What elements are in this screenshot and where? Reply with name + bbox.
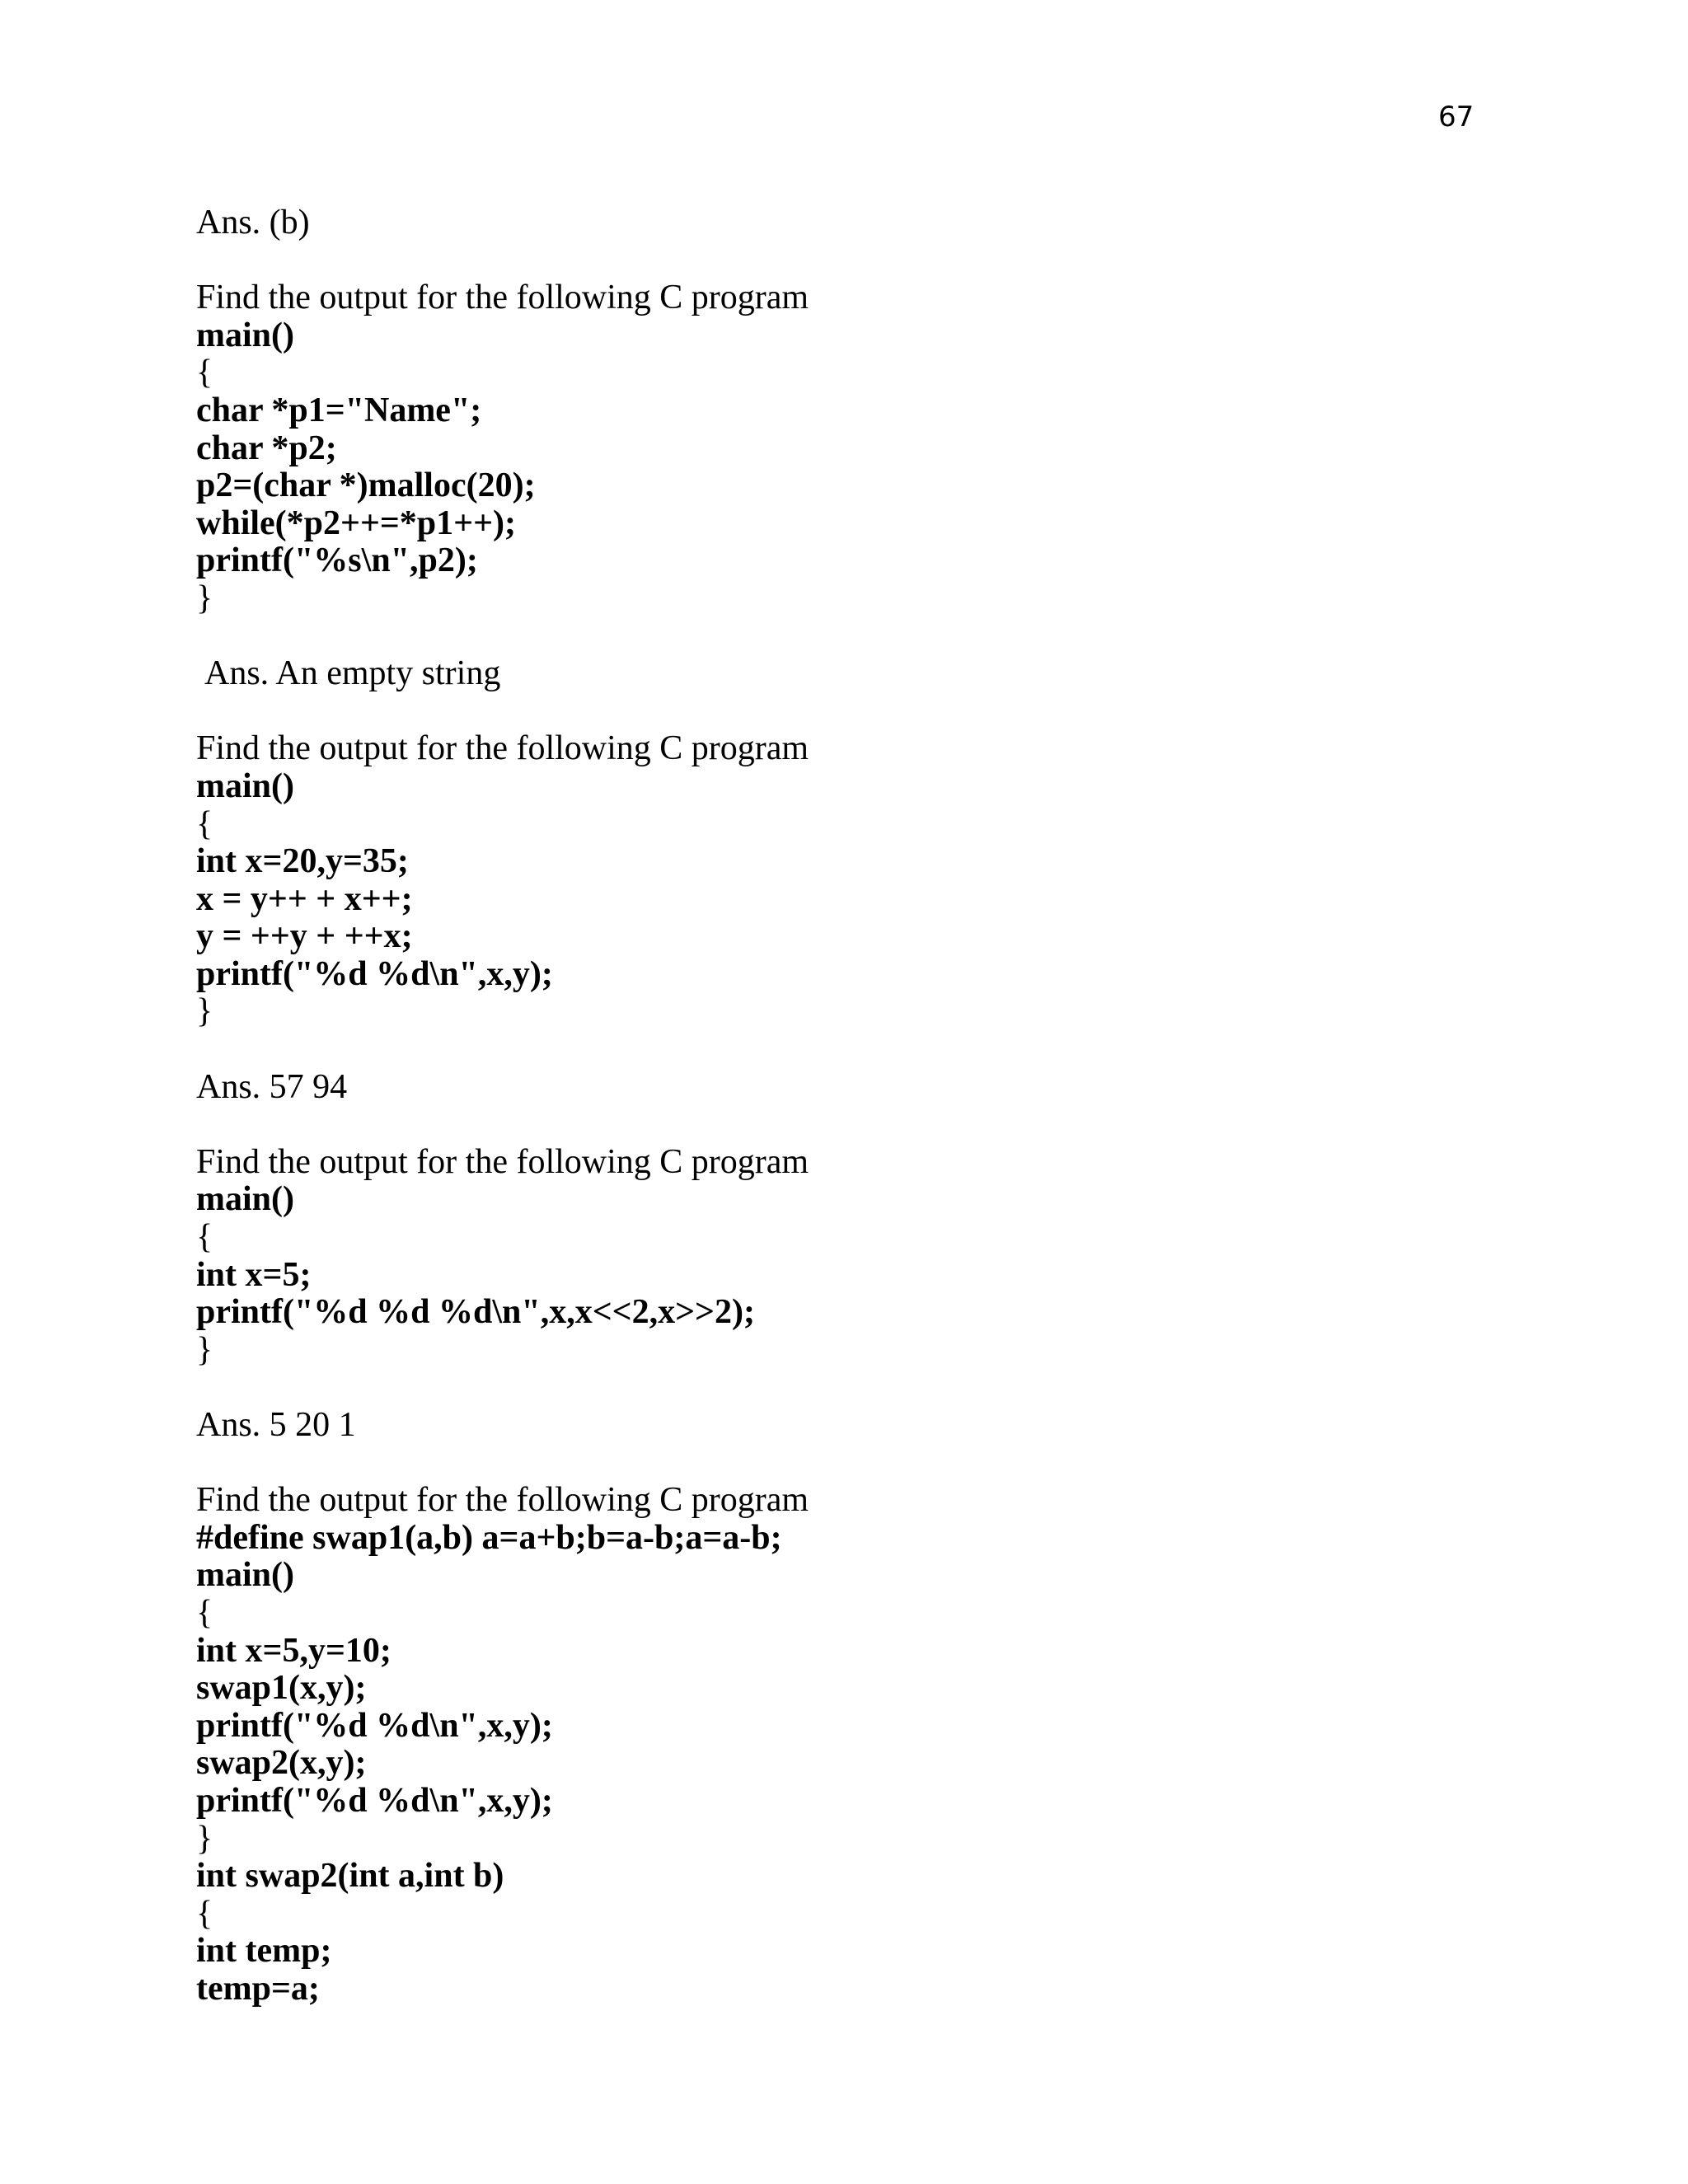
code-line: { bbox=[196, 1894, 213, 1933]
blank-line bbox=[196, 1031, 1597, 1069]
code-line: x = y++ + x++; bbox=[196, 879, 413, 918]
code-line: char *p2; bbox=[196, 429, 337, 467]
code-line: while(*p2++=*p1++); bbox=[196, 504, 517, 542]
code-line: } bbox=[196, 1330, 213, 1369]
code-line: { bbox=[196, 1593, 213, 1632]
code-line: printf("%d %d\n",x,y); bbox=[196, 954, 553, 993]
blank-line bbox=[196, 1369, 1597, 1407]
blank-line bbox=[196, 1445, 1597, 1483]
page-number: 67 bbox=[1438, 101, 1475, 134]
question-prompt: Find the output for the following C program bbox=[196, 1142, 809, 1181]
code-line: printf("%d %d %d\n",x,x<<2,x>>2); bbox=[196, 1293, 755, 1332]
question-prompt: Find the output for the following C program bbox=[196, 279, 809, 317]
code-line: } bbox=[196, 579, 213, 617]
code-line: swap1(x,y); bbox=[196, 1669, 367, 1708]
question-prompt: Find the output for the following C program bbox=[196, 729, 809, 768]
code-line: #define swap1(a,b) a=a+b;b=a-b;a=a-b; bbox=[196, 1518, 782, 1557]
code-line: int temp; bbox=[196, 1932, 332, 1971]
page-content bbox=[196, 204, 1597, 2008]
code-line: main() bbox=[196, 1180, 294, 1219]
code-line: { bbox=[196, 804, 213, 843]
code-line: main() bbox=[196, 766, 294, 805]
answer-text: Ans. 5 20 1 bbox=[196, 1406, 356, 1444]
code-line: printf("%d %d\n",x,y); bbox=[196, 1781, 553, 1820]
question-prompt: Find the output for the following C program bbox=[196, 1481, 809, 1520]
answer-text: Ans. 57 94 bbox=[196, 1067, 348, 1106]
code-line: y = ++y + ++x; bbox=[196, 917, 413, 956]
blank-line bbox=[196, 1106, 1597, 1144]
code-line: printf("%d %d\n",x,y); bbox=[196, 1706, 553, 1745]
code-line: int x=5; bbox=[196, 1255, 312, 1294]
code-line: } bbox=[196, 992, 213, 1031]
code-line: } bbox=[196, 1819, 213, 1858]
blank-line bbox=[196, 242, 1597, 280]
code-line: temp=a; bbox=[196, 1969, 320, 2008]
blank-line bbox=[196, 693, 1597, 731]
answer-text: Ans. (b) bbox=[196, 204, 310, 241]
answer-text: Ans. An empty string bbox=[204, 654, 501, 693]
code-line: int swap2(int a,int b) bbox=[196, 1857, 504, 1896]
code-line: char *p1="Name"; bbox=[196, 391, 482, 429]
blank-line bbox=[196, 618, 1597, 656]
code-line: { bbox=[196, 1218, 213, 1257]
code-line: swap2(x,y); bbox=[196, 1744, 367, 1783]
code-line: int x=5,y=10; bbox=[196, 1631, 392, 1670]
code-line: { bbox=[196, 354, 213, 392]
code-line: printf("%s\n",p2); bbox=[196, 541, 478, 580]
code-line: int x=20,y=35; bbox=[196, 842, 409, 881]
code-line: p2=(char *)malloc(20); bbox=[196, 466, 536, 505]
code-line: main() bbox=[196, 1556, 294, 1595]
code-line: main() bbox=[196, 316, 294, 354]
